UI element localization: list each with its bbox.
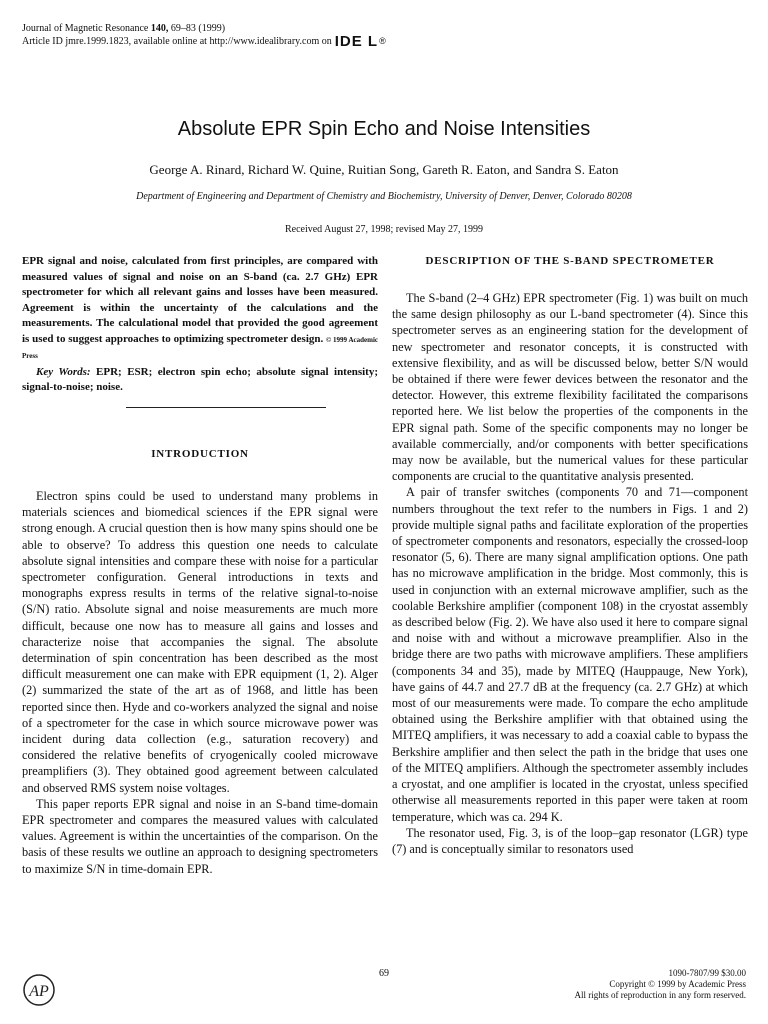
paragraph: Electron spins could be used to understand many problems in materials sciences and biomedical sciences if the EPR signal were strong enough. A crucial question then is how many spins should one be able to observe? To address this question one needs to calculate absolute signal intensities and compare these with noise for a particular spectrometer configuration. General introductions in texts and monographs express results in terms of the relative signal-to-noise (S/N) ratio. Absolute signal and noise measurements are much more difficult, because one now has to measure all gains and losses and characterize noise that accompanies the signal. The absolute determination of spin concentration has been described as the most difficult measurement one can make with EPR equipment (1, 2). Alger (2) summarized the state of the art as of 1968, and little has been reported since then. Hyde and co-workers analyzed the signal and noise of a spectrometer for the case in which source microwave power was incident during data collection (e.g., saturation recovery) and considered the relative benefits of cryogenically cooled microwave preamplifiers (3). They obtained good agreement between calculated and observed RMS system noise voltages. (22, 489, 378, 795)
academic-press-logo-text: AP (29, 983, 49, 1000)
introduction-body (22, 488, 378, 877)
journal-header (22, 22, 387, 48)
description-body (392, 290, 748, 857)
abstract-divider (126, 407, 326, 408)
journal-citation: Journal of Magnetic Resonance 140, 69–83 (1999) (22, 23, 226, 34)
paper-title: Absolute EPR Spin Echo and Noise Intensities (177, 118, 591, 140)
paragraph: The resonator used, Fig. 3, is of the loop–gap resonator (LGR) type (7) and is conceptually similar to resonators used (392, 825, 748, 856)
affiliation: Department of Engineering and Department of Chemistry and Biochemistry, University of Denver, Denver, Colorado 80208 (136, 191, 632, 202)
article-id: Article ID jmre.1999.1823, available online at http://www.idealibrary.com on (22, 36, 332, 47)
author-list: George A. Rinard, Richard W. Quine, Ruitian Song, Gareth R. Eaton, and Sandra S. Eaton (149, 162, 619, 177)
abstract-text: EPR signal and noise, calculated from first principles, are compared with measured values of signal and noise on an S-band (ca. 2.7 GHz) EPR spectrometer for which all relevant gains and losses have been measured. Agreement is within the uncertainty of the calculations and the measurements. The calculational model that provided the good agreement is used to suggest approaches to optimizing spectrometer design. (22, 255, 378, 345)
received-dates: Received August 27, 1998; revised May 27, 1999 (284, 224, 484, 235)
keywords: Key Words: EPR; ESR; electron spin echo; absolute signal intensity; signal-to-noise; noise. (22, 365, 379, 393)
paragraph: The S-band (2–4 GHz) EPR spectrometer (Fig. 1) was built on much the same design philosophy as our L-band spectrometer (4). Since this spectrometer serves as an engineering station for the development of new spectrometer and resonator concepts, it is constructed with extensive flexibility, and as will be discussed below, better S/N would be obtained if there were fewer devices between the resonator and the detector. However, this extreme flexibility facilitated the comparisons reported here. We list below the properties of the components in the EPR signal path. Some of the specific components may no longer be available commercially, and/or components with better specifications may now be available, but the numerical values for these particular components are crucial to the quantitative analysis presented. (392, 291, 748, 484)
copyright-notice: 1090-7807/99 $30.00 Copyright © 1999 by Academic Press All rights of reproduction in any form reserved. (574, 968, 746, 1000)
section-heading-introduction: INTRODUCTION (151, 448, 249, 460)
section-heading-description: DESCRIPTION OF THE S-BAND SPECTROMETER (425, 255, 715, 267)
page-number: 69 (379, 968, 389, 979)
paragraph: A pair of transfer switches (components 70 and 71—component numbers throughout the text refer to the numbers in Figs. 1 and 2) provide multiple signal paths and facilitate exploration of the properties of spectrometer components and resonators, especially the crossed-loop resonator (5, 6). There are many signal amplification options. One path has no microwave amplification in the bridge. Most commonly, this is used in conjunction with an external microwave amplifier, such as the coolable Berkshire amplifier (component 108) in the cryostat assembly as described below (Fig. 2). We have also used it here to compare signal and noise with and without a microwave preamplifier. Also in the bridge there are two paths with microwave amplifiers. These amplifiers (components 34 and 35), made by MITEQ (Hauppauge, New York), have gains of 44.7 and 27.7 dB at the frequency (ca. 2.7 GHz) at which most of our measurements were made. To compare the echo amplitude obtained using the Berkshire amplifier with that obtained using the MITEQ amplifiers, it was necessary to add a coaxial cable to bypass the Berkshire amplifier and then select the path in the bridge that uses one of the MITEQ amplifiers. Although the spectrometer assembly includes a cryostat, and one amplifier is located in the cryostat, unless specified otherwise all measurements reported in this paper were taken at room temperature, which was ca. 294 K. (392, 485, 748, 824)
abstract-copyright: © 1999 Academic Press (22, 335, 379, 360)
ideal-logo[interactable]: IDE L ® (334, 33, 387, 50)
paragraph: This paper reports EPR signal and noise in an S-band time-domain EPR spectrometer and compares the measured values with calculated values. Agreement is within the uncertainties of the comparison. On the basis of these results we outline an approach to designing spectrometers to maximize S/N in time-domain EPR. (22, 796, 378, 876)
abstract (22, 254, 378, 396)
